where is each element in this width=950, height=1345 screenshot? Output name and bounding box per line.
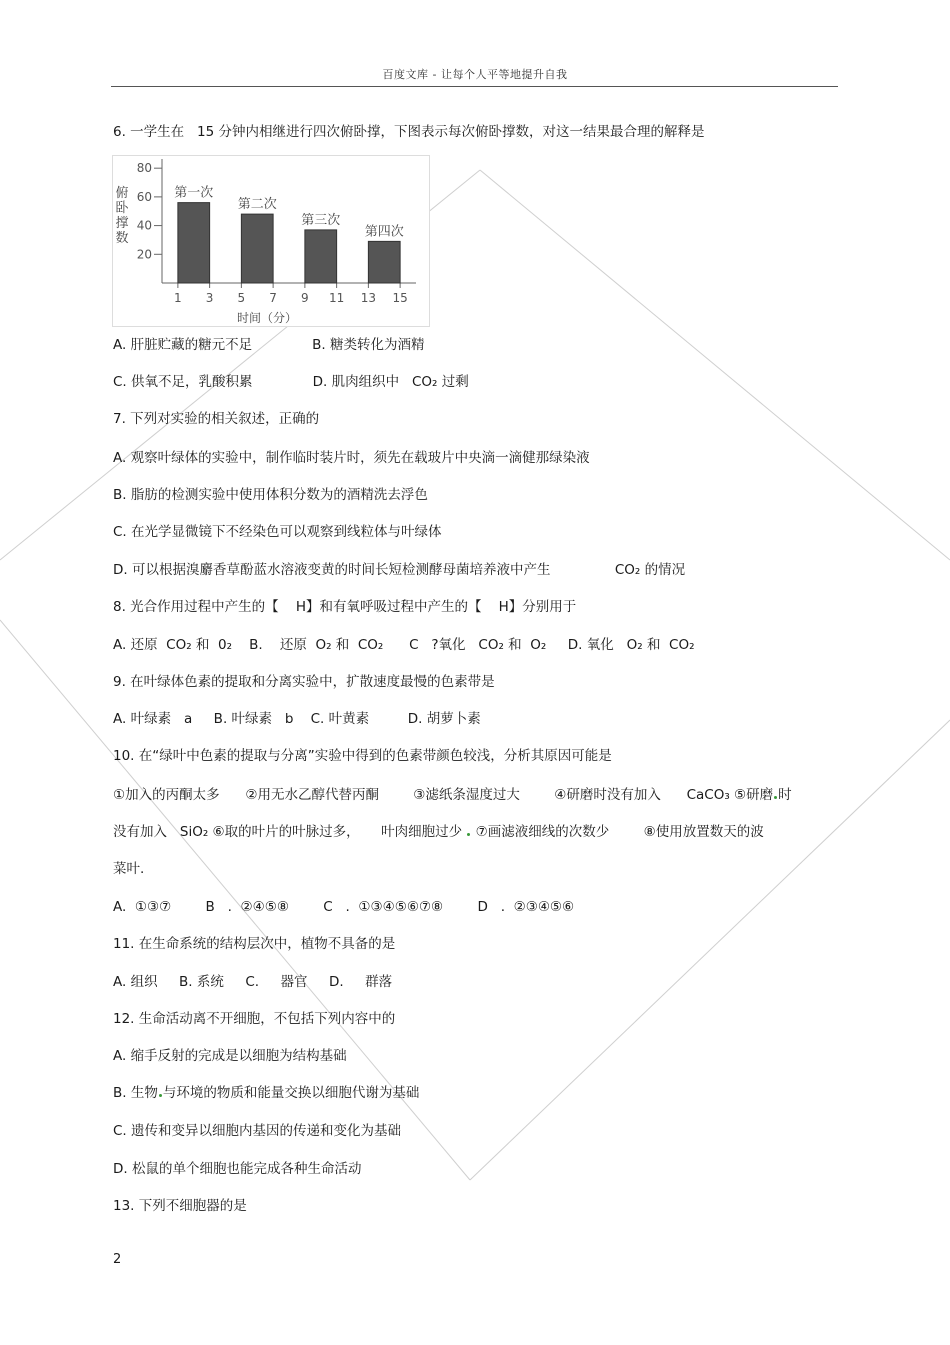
q9-stem: 9. 在叶绿体色素的提取和分离实验中，扩散速度最慢的色素带是 xyxy=(113,674,495,690)
q12-option-b-a: B. 生物 xyxy=(113,1085,158,1101)
green-mark xyxy=(159,1094,162,1097)
q6-options-cd: C. 供氧不足，乳酸积累 D. 肌肉组织中 CO₂ 过剩 xyxy=(113,374,469,390)
q10-reasons-line1-a: ①加入的丙酮太多 ②用无水乙醇代替丙酮 ③滤纸条湿度过大 ④研磨时没有加入 CaCO₃ ⑤研磨 xyxy=(113,787,774,803)
q10-reasons-line1-b: 时 xyxy=(778,787,792,803)
x-tick-label: 5 xyxy=(237,291,246,305)
green-mark xyxy=(467,833,470,836)
bar-label: 第二次 xyxy=(237,197,277,213)
q12-option-b xyxy=(113,1084,419,1102)
page-header: 百度文库 - 让每个人平等地提升自我 xyxy=(382,68,568,81)
q10-reasons-line2-a: 没有加入 SiO₂ ⑥取的叶片的叶脉过多， 叶肉细胞过少 xyxy=(113,824,467,840)
pushup-bar-chart xyxy=(112,155,430,327)
bar-label: 第一次 xyxy=(174,185,214,201)
x-tick-label: 9 xyxy=(301,291,309,305)
q7-stem: 7. 下列对实验的相关叙述，正确的 xyxy=(113,411,320,427)
q6-stem: 6. 一学生在 15 分钟内相继进行四次俯卧撑，下图表示每次俯卧撑数，对这一结果最合理的解释是 xyxy=(113,124,705,140)
q11-options: A. 组织 B. 系统 C. 器官 D. 群落 xyxy=(113,974,393,990)
bar-1 xyxy=(178,203,210,283)
header-rule xyxy=(111,86,838,87)
y-tick-label: 80 xyxy=(136,161,152,176)
q8-options: A. 还原 CO₂ 和 0₂ B. 还原 O₂ 和 CO₂ C ?氧化 CO₂ 和 O₂ D. 氧化 O₂ 和 CO₂ xyxy=(113,637,695,653)
q12-option-b-b: 与环境的物质和能量交换以细胞代谢为基础 xyxy=(162,1085,420,1101)
y-axis-label-char: 卧 xyxy=(115,201,129,216)
q7-option-b: B. 脂肪的检测实验中使用体积分数为的酒精洗去浮色 xyxy=(113,487,428,503)
bar-label: 第四次 xyxy=(364,224,404,240)
x-axis-label: 时间（分） xyxy=(236,311,298,325)
q12-option-d: D. 松鼠的单个细胞也能完成各种生命活动 xyxy=(113,1161,362,1177)
page-number: 2 xyxy=(113,1252,122,1267)
x-tick-label: 3 xyxy=(205,291,214,305)
x-tick-label: 1 xyxy=(174,291,182,305)
x-tick-label: 7 xyxy=(269,291,277,305)
q10-options: A. ①③⑦ B . ②④⑤⑧ C . ①③④⑤⑥⑦⑧ D . ②③④⑤⑥ xyxy=(113,899,575,915)
y-tick-label: 60 xyxy=(136,189,152,204)
x-tick-label: 13 xyxy=(360,291,377,305)
q7-option-d: D. 可以根据溴麝香草酚蓝水溶液变黄的时间长短检测酵母菌培养液中产生 CO₂ 的情况 xyxy=(113,562,686,578)
x-tick-label: 15 xyxy=(392,291,408,305)
q10-reasons-line1 xyxy=(113,786,792,804)
y-axis-label-char: 数 xyxy=(115,231,129,246)
q12-option-c: C. 遗传和变异以细胞内基因的传递和变化为基础 xyxy=(113,1123,402,1139)
q10-reasons-line2 xyxy=(113,823,764,841)
q7-option-a: A. 观察叶绿体的实验中，制作临时装片时，须先在载玻片中央滴一滴健那绿染液 xyxy=(113,450,590,466)
bar-4 xyxy=(368,241,400,283)
q7-option-c: C. 在光学显微镜下不经染色可以观察到线粒体与叶绿体 xyxy=(113,524,442,540)
bar-label: 第三次 xyxy=(301,212,341,228)
q6-options-ab: A. 肝脏贮藏的糖元不足 B. 糖类转化为酒精 xyxy=(113,337,425,353)
y-axis-label-char: 撑 xyxy=(115,216,129,231)
green-mark xyxy=(774,796,777,799)
y-axis-label-char: 俯 xyxy=(115,186,129,201)
bar-2 xyxy=(241,214,273,283)
x-tick-label: 11 xyxy=(328,291,345,305)
q11-stem: 11. 在生命系统的结构层次中，植物不具备的是 xyxy=(113,936,396,952)
q9-options: A. 叶绿素 a B. 叶绿素 b C. 叶黄素 D. 胡萝卜素 xyxy=(113,711,481,727)
q10-stem: 10. 在“绿叶中色素的提取与分离”实验中得到的色素带颜色较浅，分析其原因可能是 xyxy=(113,748,612,764)
q8-stem: 8. 光合作用过程中产生的【 H】和有氧呼吸过程中产生的【 H】分别用于 xyxy=(113,599,577,615)
q13-stem: 13. 下列不细胞器的是 xyxy=(113,1198,247,1214)
q12-option-a: A. 缩手反射的完成是以细胞为结构基础 xyxy=(113,1048,347,1064)
q10-reasons-line3: 菜叶. xyxy=(113,861,145,877)
y-tick-label: 40 xyxy=(136,218,152,233)
bar-3 xyxy=(305,230,337,283)
q10-reasons-line2-b: ⑦画滤液细线的次数少 ⑧使用放置数天的波 xyxy=(471,824,764,840)
y-tick-label: 20 xyxy=(136,247,152,262)
q12-stem: 12. 生命活动离不开细胞，不包括下列内容中的 xyxy=(113,1011,396,1027)
